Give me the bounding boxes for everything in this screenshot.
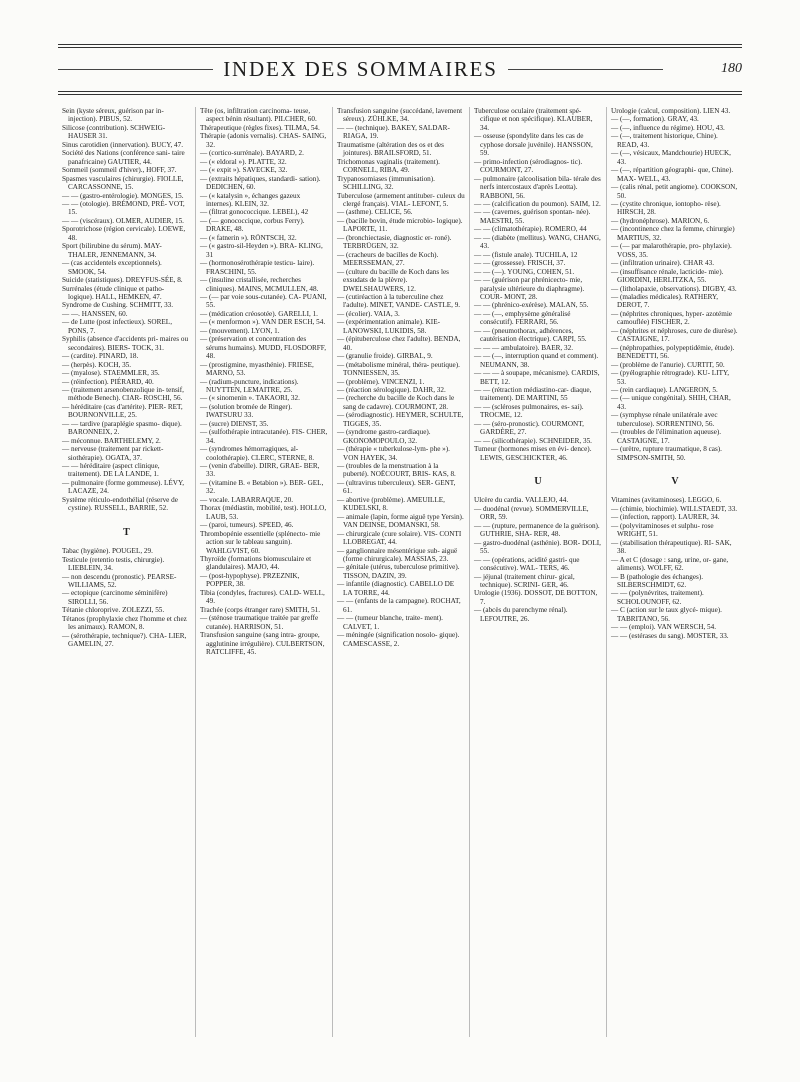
index-entry: — (prostigmine, myasthénie). FRIESE, MARNO, 53. bbox=[200, 360, 314, 378]
index-entry: — (« fatnerin »). RÖNTSCH, 32. bbox=[200, 233, 297, 242]
index-entry: — primo-infection (sérodiagnos- tic). COURMONT, 27. bbox=[474, 157, 583, 175]
index-entry: — (« eldoral »). PLATTE, 32. bbox=[200, 157, 287, 166]
index-entry: — méningée (signification nosolo- gique). CAMESCASSE, 2. bbox=[337, 631, 460, 648]
index-entry: — — (séro-pronostic). COURMONT, GARDÈRE, 27. bbox=[474, 419, 584, 437]
index-entry: — animale (lapin, forme aiguë type Yersin). VAN DEINSE, DOMANSKI, 58. bbox=[337, 512, 464, 530]
index-entry: Système réticulo-endothélial (réserve de cystine). RUSSELL, BARRIE, 52. bbox=[62, 495, 178, 513]
index-entry: — — (guérison par phrénicecto- mie, paralysie ultérieure du diaphragme). COUR- MONT, 28. bbox=[474, 276, 585, 301]
index-entry: — — (grossesse). FRISCH, 37. bbox=[474, 259, 566, 268]
index-entry: — (venin d'abeille). DIRR, GRAE- BER, 33. bbox=[200, 462, 320, 479]
index-entry: — — (tumeur blanche, traite- ment). CALVET, 1. bbox=[337, 614, 443, 631]
index-entry: — (bronchiectasie, diagnostic er- roné). TERBRÜGEN, 32. bbox=[337, 233, 452, 251]
index-entry: — (insuffisance rénale, lacticide- mie). GIORDINI, HERLITZKA, 55. bbox=[611, 267, 724, 285]
index-entry: — (« katalysin », échanges gazeux internes). KLEIN, 32. bbox=[200, 191, 301, 208]
index-entry: — (chimie, biochimie). WILLSTAEDT, 33. bbox=[611, 504, 738, 513]
index-entry: — duodénal (revue). SOMMERVILLE, ORR, 59. bbox=[474, 504, 589, 522]
index-entry: — (cardite). PINARD, 18. bbox=[62, 352, 139, 361]
index-entry: — (insuline cristallisée, recherches cliniques). MAINS, MCMULLEN, 48. bbox=[200, 276, 319, 293]
index-entry: — (troubles de la menstruation à la puberté). NOËCOURT, BRIS- KAS, 8. bbox=[337, 462, 456, 479]
section-letter: U bbox=[534, 476, 542, 488]
index-entry: — (extraits hépatiques, standardi- sation). DEDICHEN, 60. bbox=[200, 174, 321, 192]
section-letter: T bbox=[123, 526, 130, 538]
index-entry: Urologie (calcul, composition). LIEN 43. bbox=[611, 107, 731, 115]
index-entry: Trichomonas vaginalis (traitement). CORNELL, RIBA, 49. bbox=[337, 157, 440, 175]
index-entry: Tétanie chloroprive. ZOLEZZI, 55. bbox=[62, 606, 165, 615]
index-entry: — abortive (problème). AMEUILLE, KUDELSKI, 8. bbox=[337, 495, 445, 513]
index-entry: — — héréditaire (aspect clinique, traitement). DE LA LANDE, 1. bbox=[62, 462, 160, 479]
index-entry: — (—, traitement historique, Chine). READ, 43. bbox=[611, 132, 718, 149]
index-entry: — (— unique congénital). SHIH, CHAR, 43. bbox=[611, 394, 731, 411]
index-entry: — (« sinomenin ». TAKAORI, 32. bbox=[200, 394, 300, 403]
header-bottom-rule bbox=[58, 91, 742, 92]
index-entry: — (paroi, tumeurs). SPEED, 46. bbox=[200, 521, 294, 530]
index-entry: — B (pathologie des échanges). SILBERSCHMIDT, 62. bbox=[611, 572, 704, 590]
index-entry: — pulmonaire (alcoolisation bila- térale des nerfs intercostaux d'après Leotta). RABBONI, 56. bbox=[474, 174, 601, 200]
index-entry: Suicide (statistiques). DREYFUS-SÉE, 8. bbox=[62, 276, 183, 285]
page-number: 180 bbox=[721, 61, 742, 76]
index-entry: — — (fistule anale). TUCHILA, 12 bbox=[474, 250, 578, 259]
index-entry: Spasmes vasculaires (chirurgie). FIOLLE, CARCASSONNE, 15. bbox=[62, 174, 184, 192]
index-entry: — — (scléroses pulmonaires, es- sai). TROCME, 12. bbox=[474, 402, 584, 420]
index-entry: — (ultravirus tuberculeux). SER- GENT, 61. bbox=[337, 478, 456, 496]
index-entry: — (« menformon »). VAN DER ESCH, 54. bbox=[200, 318, 326, 327]
index-entry: — (herpès). KOCH, 35. bbox=[62, 360, 132, 369]
index-entry: Syphilis (absence d'accidents pri- maires ou secondaires). BIERS- TOCK, 31. bbox=[62, 335, 189, 352]
index-entry: — — (calcification du poumon). SAIM, 12. bbox=[474, 199, 601, 208]
index-entry: Syndrome de Cushing. SCHMITT, 33. bbox=[62, 301, 174, 310]
index-entry: Sommeil (sommeil d'hiver)., HOFF, 37. bbox=[62, 166, 177, 175]
index-entry: — infantile (diagnostic). CABELLO DE LA TORRE, 44. bbox=[337, 580, 455, 597]
index-entry: — (incontinence chez la femme, chirurgie) MARTIUS, 32. bbox=[611, 225, 735, 242]
index-entry: — (litholapaxie, observations). DIGBY, 43. bbox=[611, 284, 737, 293]
header-left-line bbox=[58, 69, 213, 70]
index-entry: — (— par malarothérapie, pro- phylaxie). VOSS, 35. bbox=[611, 242, 732, 259]
index-entry: — (syndrome gastro-cardiaque). GKONOMOPOULO, 32. bbox=[337, 428, 431, 445]
index-entry: — (radium-puncture, indications). NUYTTEN, LEMAITRE, 25. bbox=[200, 377, 299, 394]
index-entry: — (calis rénal, petit angiome). COOKSON, 50. bbox=[611, 183, 738, 200]
index-entry: — méconnue. BARTHELEMY, 2. bbox=[62, 436, 161, 445]
index-entry: — (rein cardiaque). LANGERON, 5. bbox=[611, 385, 718, 394]
index-entry: — (cutiréaction à la tuberculine chez l'adulte). MINET, VANDE- CASTLE, 9. bbox=[337, 292, 461, 310]
index-entry: — — (rupture, permanence de la guérison). GUTHRIE, SHA- RER, 48. bbox=[474, 521, 600, 539]
index-entry: — — (—, emphysème généralisé consécutif). FERRARI, 56. bbox=[474, 309, 571, 327]
index-entry: — (sérothérapie, technique?). CHA- LIER, GAMELIN, 27. bbox=[62, 631, 187, 649]
index-entry: Tuberculose oculaire (traitement spé- cifique et non spécifique). KLAUBER, 34. bbox=[474, 107, 593, 132]
index-entry: Sporotrichose (région cervicale). LOEWE, 48. bbox=[62, 225, 186, 242]
index-entry: Transfusion sanguine (sang intra- groupe, agglutinine irrégulière). CULBERTSON, RATCLIFFE, 45. bbox=[200, 631, 325, 656]
page-title: INDEX DES SOMMAIRES bbox=[223, 56, 498, 81]
index-entry: — (sucre) DIENST, 35. bbox=[200, 419, 269, 428]
index-column-3 bbox=[332, 107, 469, 1037]
index-entry: — (polyvitaminoses et sulphu- rose WRIGHT, 51. bbox=[611, 521, 714, 539]
index-entry: — (troubles de l'élimination aqueuse). CASTAIGNE, 17. bbox=[611, 428, 722, 445]
index-entry: — héréditaire (cas d'artérite). PIER- RET, BOURNONVILLE, 25. bbox=[62, 402, 183, 420]
index-entry: Trachée (corps étranger rare) SMITH, 51. bbox=[200, 605, 321, 614]
index-entry: — (filtrat gonococcique. LEBEL), 42 bbox=[200, 208, 309, 217]
index-entry: — (pyélographie rétrograde). KU- LITY, 53. bbox=[611, 369, 730, 386]
index-entry: — (métabolisme minéral, théra- peutique). TONNIESSEN, 35. bbox=[337, 360, 460, 378]
index-entry: — (néphropathies, polypeptidémie, étude). BENEDETTI, 56. bbox=[611, 343, 735, 361]
index-entry: — (solution bromée de Ringer). IWATSURU 33. bbox=[200, 402, 293, 420]
index-entry: — (—, répartition géographi- que, Chine). MAX- WELL, 43. bbox=[611, 166, 734, 183]
index-entry: — — (silicothérapie). SCHNEIDER, 35. bbox=[474, 436, 592, 445]
index-columns bbox=[58, 107, 744, 1037]
index-entry: — — (technique). BAKEY, SALDAR- RIAGA, 19. bbox=[337, 123, 450, 141]
index-entry: Traumatisme (altération des os et des jointures). BRAILSFORD, 51. bbox=[337, 140, 444, 158]
index-entry: Silicose (contribution). SCHWEIG- HAUSER 31. bbox=[62, 123, 166, 141]
index-entry: — (écolier). VAIA, 3. bbox=[337, 309, 400, 318]
top-rule-inner bbox=[58, 47, 742, 48]
index-entry: — — — à soupape, mécanisme). CARDIS, BETT, 12. bbox=[474, 369, 600, 386]
index-entry: — (granulie froide). GIRBAL, 9. bbox=[337, 352, 433, 361]
index-entry: Tétanos (prophylaxie chez l'homme et chez les animaux). RAMON, 8. bbox=[62, 614, 187, 632]
index-entry: — (recherche du bacille de Koch dans le sang de cadavre). COURMONT, 28. bbox=[337, 394, 455, 411]
index-entry: — (mouvement). LYON, 1. bbox=[200, 326, 280, 335]
index-entry: Surrénales (étude clinique et patho- logique). HALL, HEMKEN, 47. bbox=[62, 284, 165, 301]
index-column-1 bbox=[58, 107, 195, 1037]
index-entry: — (—, influence du régime). HOU, 43. bbox=[611, 123, 725, 132]
index-entry: — — (—). YOUNG, COHEN, 51. bbox=[474, 267, 575, 276]
index-entry: Transfusion sanguine (succédané, lavement séreux). ZÜHLKE, 34. bbox=[337, 107, 463, 124]
index-entry: — — (gastro-entérologie). MONGES, 15. bbox=[62, 191, 184, 200]
index-entry: — (infection, rapport). LAURER, 34. bbox=[611, 513, 720, 522]
index-entry: — — (—, interruption quand et comment). NEUMANN, 38. bbox=[474, 352, 599, 369]
index-entry: — (asthme). CELICE, 56. bbox=[337, 208, 413, 217]
index-entry: — osseuse (spondylite dans les cas de cyphose dorsale juvénile). HANSSON, 59. bbox=[474, 132, 593, 158]
index-entry: — (sulfothérapie intracutanée). FIS- CHER, 34. bbox=[200, 428, 328, 445]
index-entry: — (réaction sérologique). DAHR, 32. bbox=[337, 385, 446, 394]
index-entry: Thyroïde (formations biomusculaire et glandulaires). MAJO, 44. bbox=[200, 555, 312, 572]
top-rule bbox=[58, 44, 742, 45]
index-entry: — (syndromes hémorragiques, al- coolothérapie). CLERC, STERNE, 8. bbox=[200, 445, 314, 462]
index-entry: — (traitement arsenobenzolique in- tensif, méthode Benech). CIAR- ROSCHI, 56. bbox=[62, 385, 184, 403]
index-entry: — (symphyse rénale unilatérale avec tuberculose). SORRENTINO, 56. bbox=[611, 411, 718, 428]
index-entry: — C (action sur le taux glycé- mique). TABRITANO, 56. bbox=[611, 606, 722, 623]
header-right-line bbox=[508, 69, 663, 70]
index-entry: — — (polynévrites, traitement). SCHOLOUNOFF, 62. bbox=[611, 589, 704, 606]
index-entry: — — (diabète (mellitus). WANG, CHANG, 43. bbox=[474, 233, 601, 251]
index-entry: — (« expit »). SAVECKE, 32. bbox=[200, 166, 288, 175]
index-entry: — (« gastro-sil-Heyden »). BRA- KLING, 31 bbox=[200, 242, 323, 259]
index-entry: — — tardive (paraplégie spasmo- dique). BARONNEIX, 2. bbox=[62, 419, 182, 437]
index-entry: Sport (bilirubine du sérum). MAY- THALER, JENNEMANN, 34. bbox=[62, 242, 162, 259]
index-entry: Thorax (médiastin, mobilité, test). HOLLO, LAUB, 53. bbox=[200, 504, 327, 521]
index-entry: — de Lutte (post infectieux). SOREL, PONS, 7. bbox=[62, 318, 172, 335]
index-entry: Ulcère du cardia. VALLEJO, 44. bbox=[474, 496, 569, 505]
index-entry: — (urètre, rupture traumatique, 8 cas). SIMPSON-SMITH, 50. bbox=[611, 445, 722, 462]
index-entry: — génitale (utérus, tuberculose primitive). TISSON, DAZIN, 39. bbox=[337, 563, 460, 580]
index-entry: — (problème de l'anurie). CURTIT, 50. bbox=[611, 360, 725, 369]
index-entry: — ganglionnaire mésentérique sub- aiguë (forme chirurgicale). MASSIAS, 23. bbox=[337, 546, 458, 564]
index-entry: — chirurgicale (cure solaire). VIS- CONTI LLOBREGAT, 44. bbox=[337, 529, 462, 547]
index-column-2 bbox=[195, 107, 332, 1037]
index-entry: — (thérapie « tuberkulose-lym- phe »). VON HAYEK, 34. bbox=[337, 445, 450, 462]
index-entry: — — (cavernes, guérison spontan- née). MAESTRI, 55. bbox=[474, 208, 591, 225]
index-entry: Trypanosomiases (immunisation). SCHILLING, 32. bbox=[337, 174, 435, 192]
index-entry: Société des Nations (conférence sani- taire panafricaine) GAUTIER, 44. bbox=[62, 149, 185, 166]
header-bottom-rule-inner bbox=[58, 94, 742, 95]
index-entry: — (cracheurs de bacilles de Koch). MEERSSEMAN, 27. bbox=[337, 250, 439, 268]
index-entry: — gastro-duodénal (asthénie). BOR- DOLI, 55. bbox=[474, 538, 601, 556]
index-entry: — (néphrites et néphroses, cure de diurèse). CASTAIGNE, 17. bbox=[611, 326, 738, 344]
index-entry: — (médication créosotée). GARELLI, 1. bbox=[200, 309, 318, 318]
index-entry: Tête (os, infiltration carcinoma- teuse, aspect bénin résultant). PILCHER, 60. bbox=[200, 107, 317, 124]
index-entry: — (expérimentation animale). KIE- LANOWSKI, LUKIDIS, 58. bbox=[337, 318, 440, 335]
index-entry: — (hormonosérothérapie testicu- laire). FRASCHINI, 55. bbox=[200, 259, 315, 276]
index-entry: Tibia (condyles, fractures). CALD- WELL, 49. bbox=[200, 588, 325, 606]
index-entry: — — (emploi). VAN WERSCH, 54. bbox=[611, 623, 717, 632]
index-entry: — (sténose traumatique traitée par greffe cutanée). HARRISON, 51. bbox=[200, 614, 319, 631]
index-entry: — (réinfection). PIÉRARD, 40. bbox=[62, 377, 154, 386]
index-entry: — (sérodiagnostic). HEYMER, SCHULTE, TIGGES, 35. bbox=[337, 411, 464, 428]
index-entry: — — (phrénico-exérèse). MALAN, 55. bbox=[474, 301, 589, 310]
index-entry: Sinus carotidien (innervation). BUCY, 47. bbox=[62, 140, 184, 149]
index-entry: — nerveuse (traitement par rickett- siothérapie). OGATA, 37. bbox=[62, 445, 164, 462]
index-entry: — — (rétraction médiastino-car- diaque, traitement). DE MARTINI, 55 bbox=[474, 385, 592, 403]
index-entry: — (— gonococcique, corbus Ferry). DRAKE, 48. bbox=[200, 216, 305, 234]
index-entry: Tabac (hygiène). POUGEL, 29. bbox=[62, 547, 153, 556]
index-entry: — (—, vésicaux, Mandchourie) HUECK, 43. bbox=[611, 149, 731, 166]
index-entry: — — (viscéraux). OLMER, AUDIER, 15. bbox=[62, 216, 184, 225]
index-entry: — (abcès du parenchyme rénal). LEFOUTRE, 26. bbox=[474, 606, 568, 623]
index-entry: — (infiltration urinaire). CHAR 43. bbox=[611, 259, 715, 268]
index-entry: — (culture du bacille de Koch dans les exsudats de la plèvre). DWELSHAUWERS, 12. bbox=[337, 267, 449, 293]
page-header bbox=[58, 52, 742, 86]
index-entry: — (—, formation). GRAY, 43. bbox=[611, 115, 699, 124]
index-entry: Urologie (1936). DOSSOT, DE BOTTON, 7. bbox=[474, 589, 598, 606]
index-column-4 bbox=[469, 107, 606, 1037]
index-entry: — A et C (dosage : sang, urine, or- gane, aliments). WOLFF, 62. bbox=[611, 555, 729, 573]
index-entry: — pulmonaire (forme gommeuse). LÉVY, LACAZE, 24. bbox=[62, 478, 185, 496]
index-entry: — (post-hypophyse). PRZEZNIK, POPPER, 38. bbox=[200, 571, 300, 589]
index-entry: — (néphrites chroniques, hyper- azotémie camouflée) FISCHER, 2. bbox=[611, 309, 733, 327]
index-entry: — — (climatothérapie). ROMERO, 44 bbox=[474, 225, 587, 234]
section-letter: V bbox=[671, 476, 679, 488]
index-entry: Thérapeutique (règles fixes). TILMA, 54. bbox=[200, 123, 320, 132]
index-entry: — — (otologie). BRÉMOND, PRÉ- VOT, 15. bbox=[62, 199, 185, 217]
index-entry: — ectopique (carcinome séminifère) SIROLLI, 56. bbox=[62, 589, 168, 606]
index-entry: — (problème). VINCENZI, 1. bbox=[337, 377, 425, 386]
index-entry: — (myalose). STAEMMLER, 35. bbox=[62, 369, 160, 378]
index-entry: — —. HANSSEN, 60. bbox=[62, 309, 128, 318]
index-entry: — (bacille bovin, étude microbio- logique). LAPORTE, 11. bbox=[337, 216, 463, 234]
index-entry: — (cas accidentels exceptionnels). SMOOK, 54. bbox=[62, 259, 162, 276]
index-entry: — non descendu (pronostic). PEARSE-WILLIAMS, 52. bbox=[62, 572, 177, 590]
index-column-5 bbox=[606, 107, 743, 1037]
index-entry: Vitamines (avitaminoses). LEGGO, 6. bbox=[611, 496, 722, 505]
index-entry: Tuberculose (armement antituber- culeux du clergé français). VIAL- LEFONT, 5. bbox=[337, 191, 465, 208]
index-entry: — (— par voie sous-cutanée). CA- PUANI, 55. bbox=[200, 292, 327, 310]
index-entry: Tumeur (hormones mises en évi- dence). LEWIS, GESCHICKTER, 46. bbox=[474, 445, 592, 462]
index-entry: — (épituberculose chez l'adulte). BENDA, 40. bbox=[337, 335, 461, 352]
index-entry: — vocale. LABARRAQUE, 20. bbox=[200, 495, 294, 504]
index-entry: — (préservation et concentration des sérums humains). MUDD, FLOSDORFF, 48. bbox=[200, 335, 327, 361]
index-entry: — (vitamine B. « Betabion »). BER- GEL, 32. bbox=[200, 478, 324, 496]
index-entry: — (cystite chronique, iontopho- rèse). HIRSCH, 28. bbox=[611, 199, 721, 217]
index-entry: Thrombopénie essentielle (splénecto- mie action sur le tableau sanguin). WAHLGVIST, 60. bbox=[200, 529, 321, 555]
index-entry: — (stabilisation thérapeutique). RI- SAK, 38. bbox=[611, 538, 732, 556]
index-entry: — — (enfants de la campagne). ROCHAT, 61. bbox=[337, 597, 461, 614]
index-entry: — (hydronéphrose). MARION, 6. bbox=[611, 216, 710, 225]
index-entry: Thérapie (adonis vernalis). CHAS- SAING, 32. bbox=[200, 132, 327, 149]
index-entry: — — — ambulatoire). BAER, 32. bbox=[474, 343, 574, 352]
index-entry: — — (estérases du sang). MOSTER, 33. bbox=[611, 631, 729, 640]
index-entry: — — (pneumothorax, adhérences, cautérisation électrique). CARPI, 55. bbox=[474, 326, 587, 344]
index-entry: — (cortico-surrénale). BAYARD, 2. bbox=[200, 149, 304, 158]
index-entry: Sein (kyste séreux, guérison par in- injection). PIBUS, 52. bbox=[62, 107, 164, 124]
index-entry: — jéjunal (traitement chirur- gical, technique). SCRINI- GER, 46. bbox=[474, 572, 575, 590]
index-entry: — — (opérations, acidité gastri- que consécutive). WAL- TERS, 46. bbox=[474, 555, 580, 573]
index-entry: Testicule (retentio testis, chirurgie). LIEBLEIN, 34. bbox=[62, 555, 165, 573]
index-entry: — (maladies médicales). RATHERY, DEROT, 7. bbox=[611, 292, 719, 310]
